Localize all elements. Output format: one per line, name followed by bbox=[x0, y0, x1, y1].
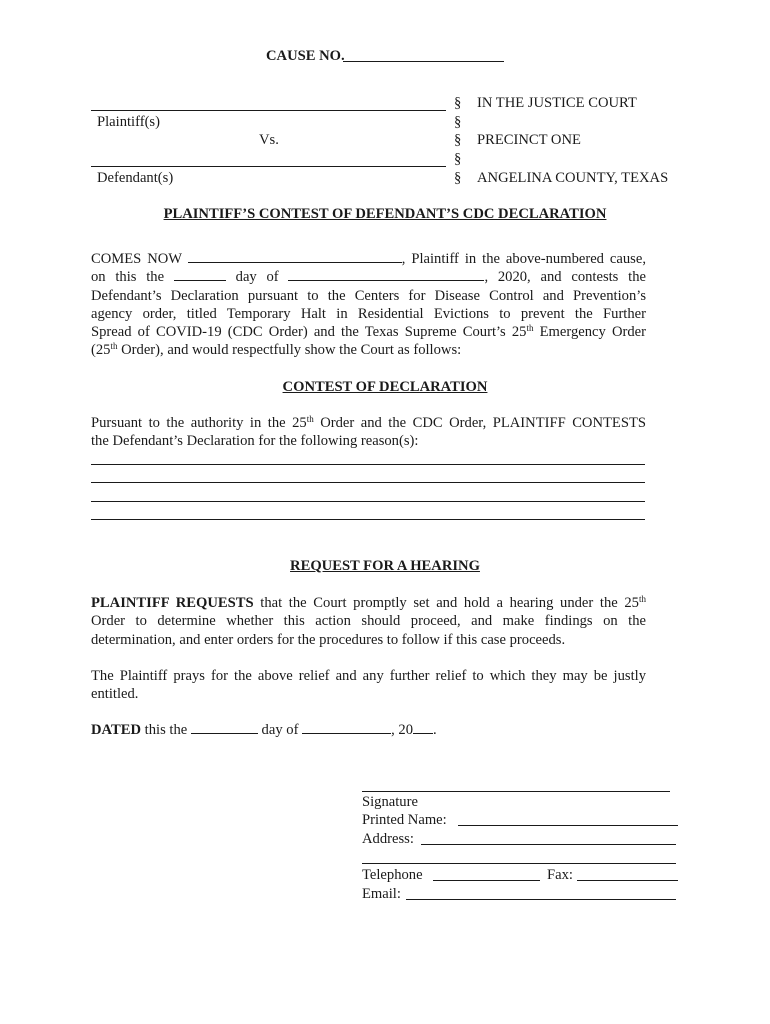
hearing-line-2: Order to determine whether this action should proceed, and make findings on the bbox=[91, 613, 646, 630]
fax-field[interactable] bbox=[577, 880, 678, 881]
plaintiff-name-line[interactable] bbox=[91, 110, 446, 111]
dated-this-the: this the bbox=[141, 722, 188, 738]
dated-year-prefix: , 20 bbox=[391, 722, 413, 738]
defendant-name-line[interactable] bbox=[91, 166, 446, 167]
contest-line-1-tail: Order and the CDC Order, PLAINTIFF CONTESTS bbox=[313, 415, 646, 431]
superscript: th bbox=[638, 594, 646, 604]
section-mark: § bbox=[454, 132, 462, 148]
address-label: Address: bbox=[362, 831, 414, 847]
intro-line-4: agency order, titled Temporary Halt in Residential Evictions to prevent the Further bbox=[91, 305, 646, 322]
intro-line-6 bbox=[91, 341, 646, 359]
reason-line[interactable] bbox=[91, 482, 645, 483]
signature-line[interactable] bbox=[362, 791, 670, 792]
intro-line-6-tail: Order), and would respectfully show the Court as follows: bbox=[117, 342, 462, 359]
reason-line[interactable] bbox=[91, 519, 645, 520]
hearing-line-1-text: that the Court promptly set and hold a hearing under the 25 bbox=[253, 595, 639, 611]
intro-paragraph bbox=[91, 250, 646, 360]
dated-period: . bbox=[432, 722, 437, 738]
intro-line-5 bbox=[91, 323, 646, 341]
year-contests-text: , 2020, and contests the bbox=[484, 269, 646, 286]
section-mark: § bbox=[454, 151, 462, 167]
cause-number-blank[interactable] bbox=[343, 61, 504, 62]
cause-number-line bbox=[266, 48, 345, 65]
signature-label: Signature bbox=[362, 794, 418, 810]
dated-label: DATED bbox=[91, 722, 142, 738]
intro-line-5-tail: Emergency Order bbox=[533, 324, 647, 341]
section-mark: § bbox=[454, 114, 462, 130]
dated-line bbox=[91, 721, 437, 739]
plaintiff-name-blank[interactable] bbox=[188, 250, 402, 263]
printed-name-label: Printed Name: bbox=[362, 812, 447, 828]
dated-day-of: day of bbox=[261, 722, 299, 738]
superscript: th bbox=[526, 323, 534, 334]
dated-month-blank[interactable] bbox=[302, 721, 391, 734]
contest-paragraph bbox=[91, 414, 646, 451]
intro-line-2 bbox=[91, 268, 646, 286]
day-blank[interactable] bbox=[174, 268, 226, 281]
address-field[interactable] bbox=[421, 844, 676, 845]
contest-line-2: the Defendant’s Declaration for the following reason(s): bbox=[91, 433, 419, 450]
hearing-paragraph bbox=[91, 594, 646, 649]
hearing-heading: REQUEST FOR A HEARING bbox=[290, 558, 480, 574]
contest-line-1 bbox=[91, 414, 646, 432]
document-title: PLAINTIFF’S CONTEST OF DEFENDANT’S CDC DECLARATION bbox=[163, 206, 607, 222]
hearing-line-1 bbox=[91, 594, 646, 612]
fax-label: Fax: bbox=[547, 867, 573, 883]
reason-line[interactable] bbox=[91, 464, 645, 465]
intro-line-5-text: Spread of COVID-19 (CDC Order) and the Texas Supreme Court’s 25 bbox=[91, 324, 527, 341]
prays-line-2: entitled. bbox=[91, 686, 139, 703]
section-mark: § bbox=[454, 95, 462, 111]
dated-year-blank[interactable] bbox=[413, 721, 433, 734]
defendant-label: Defendant(s) bbox=[97, 170, 174, 186]
plaintiff-requests-text: PLAINTIFF REQUESTS bbox=[91, 595, 254, 611]
precinct-name: PRECINCT ONE bbox=[477, 132, 581, 148]
contest-line-1-text: Pursuant to the authority in the 25 bbox=[91, 415, 307, 431]
intro-line-6-text: (25 bbox=[91, 342, 111, 359]
address-field-line-2[interactable] bbox=[362, 863, 676, 864]
superscript: th bbox=[306, 414, 314, 424]
printed-name-field[interactable] bbox=[458, 825, 678, 826]
reason-line[interactable] bbox=[91, 501, 645, 502]
hearing-line-3: determination, and enter orders for the procedures to follow if this case proceeds. bbox=[91, 631, 566, 648]
email-label: Email: bbox=[362, 886, 401, 902]
versus-label: Vs. bbox=[259, 132, 279, 148]
prays-paragraph bbox=[91, 667, 646, 704]
section-mark: § bbox=[454, 170, 462, 186]
plaintiff-label: Plaintiff(s) bbox=[97, 114, 160, 130]
intro-line-3: Defendant’s Declaration pursuant to the Centers for Disease Control and Prevention’s bbox=[91, 287, 646, 304]
cause-no-label: CAUSE NO. bbox=[266, 48, 345, 64]
telephone-field[interactable] bbox=[433, 880, 540, 881]
on-this-the-text: on this the bbox=[91, 269, 165, 286]
month-blank[interactable] bbox=[288, 268, 484, 281]
court-name: IN THE JUSTICE COURT bbox=[477, 95, 637, 111]
day-of-text: day of bbox=[235, 269, 279, 286]
telephone-label: Telephone bbox=[362, 867, 423, 883]
contest-heading: CONTEST OF DECLARATION bbox=[282, 379, 488, 395]
superscript: th bbox=[110, 341, 118, 352]
comes-now-text: COMES NOW bbox=[91, 251, 182, 267]
prays-line-1: The Plaintiff prays for the above relief and any further relief to which they may be justly bbox=[91, 668, 646, 684]
dated-day-blank[interactable] bbox=[191, 721, 258, 734]
plaintiff-cause-text: , Plaintiff in the above-numbered cause, bbox=[401, 251, 646, 267]
county-name: ANGELINA COUNTY, TEXAS bbox=[477, 170, 669, 186]
email-field[interactable] bbox=[406, 899, 676, 900]
intro-line-1 bbox=[91, 250, 646, 268]
